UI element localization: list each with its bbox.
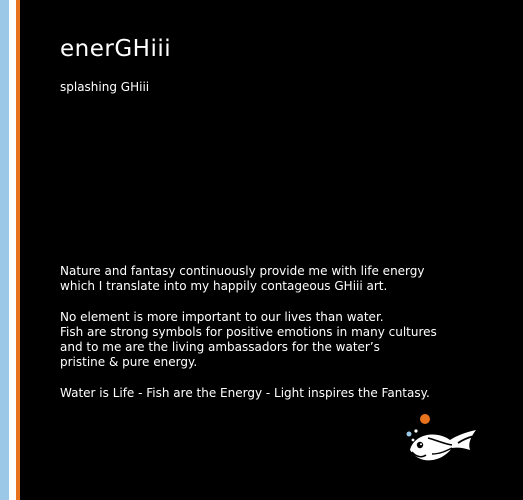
paragraph-3 [60, 386, 500, 401]
paragraph-3-line-1: Water is Life - Fish are the Energy - Light inspires the Fantasy. [60, 385, 430, 400]
paragraph-2-line-3: and to me are the living ambassadors for the water’s [60, 340, 380, 355]
paragraph-1 [60, 264, 500, 295]
white-stripe [9, 0, 16, 500]
page-subtitle: splashing GHiii [60, 80, 150, 94]
blue-stripe [0, 0, 9, 500]
body-text [60, 264, 500, 401]
paragraph-2-line-4: pristine & pure energy. [60, 355, 198, 370]
paragraph-2-line-1: No element is more important to our lives than water. [60, 309, 384, 324]
page-title: enerGHiii [60, 36, 172, 62]
paragraph-2-line-2: Fish are strong symbols for positive emotions in many cultures [60, 324, 437, 339]
paragraph-1-line-1: Nature and fantasy continuously provide me with life energy [60, 264, 425, 278]
orange-stripe [16, 0, 20, 500]
fish-logo-icon [398, 410, 482, 474]
paragraph-2 [60, 310, 500, 371]
paragraph-1-line-2: which I translate into my happily contageous GHiii art. [60, 279, 388, 294]
